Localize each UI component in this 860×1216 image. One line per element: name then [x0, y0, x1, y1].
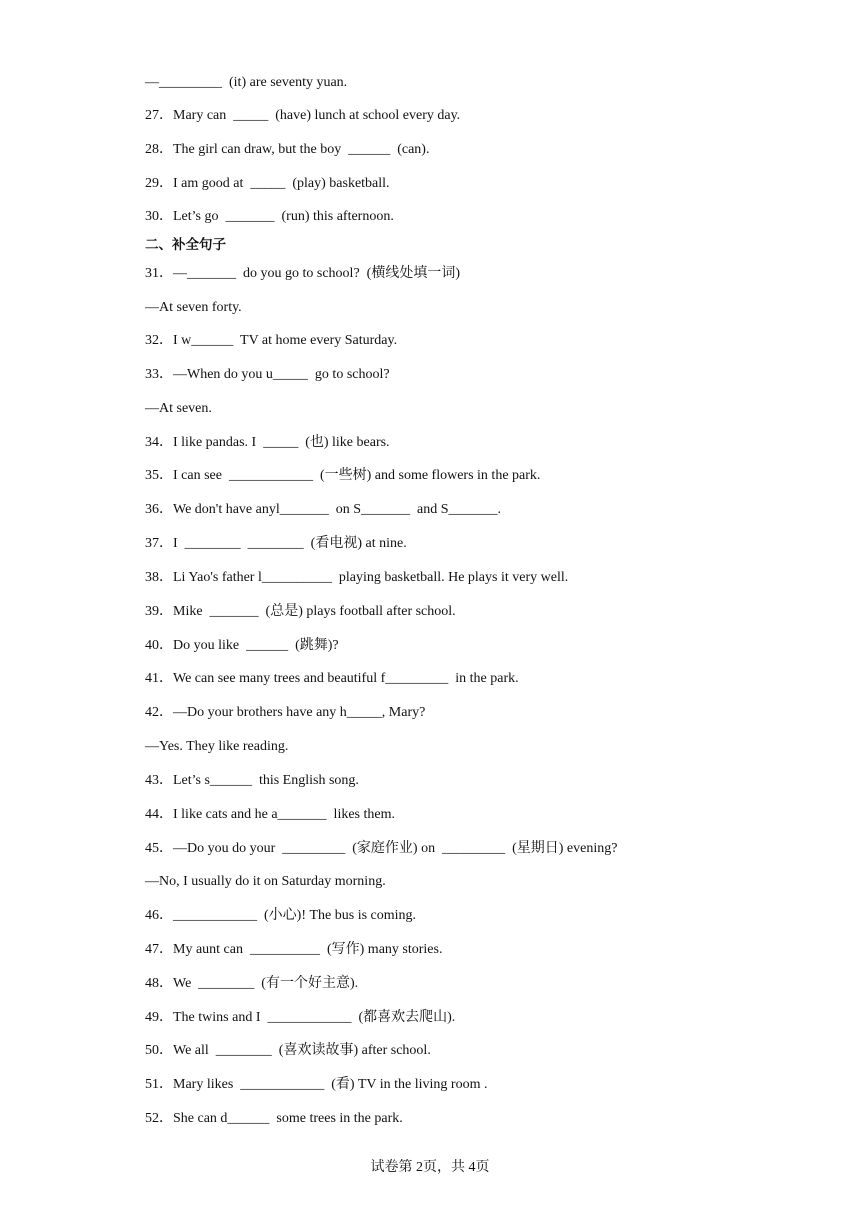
question-line: 47．My aunt can __________ (写作) many stories. [145, 942, 443, 957]
question-line: 43．Let’s s______ this English song. [145, 773, 359, 788]
question-line: 41．We can see many trees and beautiful f_________ in the park. [145, 671, 519, 686]
question-line: 51．Mary likes ____________ (看) TV in the living room . [145, 1077, 488, 1092]
question-line: 42．—Do your brothers have any h_____, Mary? [145, 705, 426, 720]
question-line: —_________ (it) are seventy yuan. [145, 75, 348, 90]
question-line: 48．We ________ (有一个好主意). [145, 976, 359, 991]
page-footer: 试卷第 2页，共 4页 [370, 1160, 490, 1175]
question-line: 49．The twins and I ____________ (都喜欢去爬山). [145, 1010, 456, 1025]
question-line: 37．I ________ ________ (看电视) at nine. [145, 536, 407, 551]
question-line: 28．The girl can draw, but the boy ______ (can). [145, 142, 430, 157]
question-line: 46．____________ (小心)! The bus is coming. [145, 908, 417, 923]
question-line: 33．—When do you u_____ go to school? [145, 367, 390, 382]
question-line: —No, I usually do it on Saturday morning. [145, 874, 386, 889]
question-line: 34．I like pandas. I _____ (也) like bears. [145, 435, 390, 450]
question-line: 27．Mary can _____ (have) lunch at school every day. [145, 108, 461, 123]
question-line: 52．She can d______ some trees in the park. [145, 1111, 403, 1126]
question-line: 40．Do you like ______ (跳舞)? [145, 638, 339, 653]
question-line: —At seven. [145, 401, 212, 416]
section-heading: 二、补全句子 [145, 237, 226, 253]
question-line: 45．—Do you do your _________ (家庭作业) on _________ (星期日) evening? [145, 841, 618, 856]
question-line: 35．I can see ____________ (一些树) and some flowers in the park. [145, 468, 541, 483]
question-line: 30．Let’s go _______ (run) this afternoon. [145, 209, 394, 224]
question-line: 29．I am good at _____ (play) basketball. [145, 176, 390, 191]
question-line: —Yes. They like reading. [145, 739, 289, 754]
question-line: 36．We don't have anyl_______ on S_______ and S_______. [145, 502, 502, 517]
question-line: 44．I like cats and he a_______ likes them. [145, 807, 395, 822]
question-line: 50．We all ________ (喜欢读故事) after school. [145, 1043, 431, 1058]
question-line: 31．—_______ do you go to school? (横线处填一词) [145, 266, 460, 281]
question-line: 38．Li Yao's father l__________ playing basketball. He plays it very well. [145, 570, 569, 585]
question-line: 39．Mike _______ (总是) plays football after school. [145, 604, 456, 619]
question-line: —At seven forty. [145, 300, 242, 315]
question-line: 32．I w______ TV at home every Saturday. [145, 333, 398, 348]
